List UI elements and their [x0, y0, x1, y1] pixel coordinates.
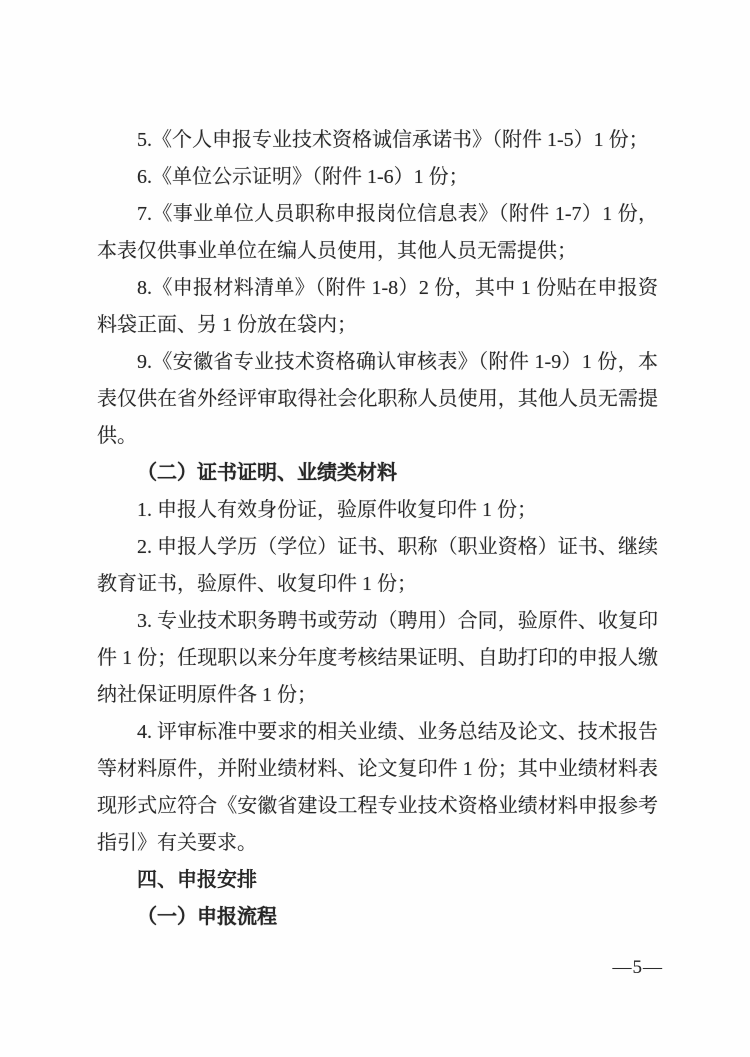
page-number: —5—: [612, 957, 663, 978]
section-heading-application-arrangement: 四、申报安排: [137, 869, 257, 891]
certificate-item-1: 1. 申报人有效身份证，验原件收复印件 1 份；: [137, 499, 537, 521]
certificate-item-4: 4. 评审标准中要求的相关业绩、业务总结及论文、技术报告等材料原件，并附业绩材料、论文复印件 1 份；其中业绩材料表现形式应符合《安徽省建设工程专业技术资格业绩材料申报参考指引》有关要求。: [97, 721, 658, 854]
certificate-item-2: 2. 申报人学历（学位）证书、职称（职业资格）证书、继续教育证书，验原件、收复印件 1 份；: [97, 536, 658, 595]
material-item-5: 5.《个人申报专业技术资格诚信承诺书》（附件 1-5）1 份；: [137, 129, 649, 151]
material-item-9: 9.《安徽省专业技术资格确认审核表》（附件 1-9）1 份，本表仅供在省外经评审取得社会化职称人员使用，其他人员无需提供。: [97, 351, 658, 447]
section-heading-certificates-materials: （二）证书证明、业绩类材料: [137, 462, 397, 484]
material-item-7: 7.《事业单位人员职称申报岗位信息表》（附件 1-7）1 份，本表仅供事业单位在编人员使用，其他人员无需提供；: [97, 203, 658, 262]
material-item-6: 6.《单位公示证明》（附件 1-6）1 份；: [137, 166, 469, 188]
document-body: [97, 122, 658, 936]
certificate-item-3: 3. 专业技术职务聘书或劳动（聘用）合同，验原件、收复印件 1 份；任现职以来分年度考核结果证明、自助打印的申报人缴纳社保证明原件各 1 份；: [97, 610, 658, 706]
material-item-8: 8.《申报材料清单》（附件 1-8）2 份，其中 1 份贴在申报资料袋正面、另 1 份放在袋内；: [97, 277, 658, 336]
subsection-heading-application-process: （一）申报流程: [137, 906, 277, 928]
